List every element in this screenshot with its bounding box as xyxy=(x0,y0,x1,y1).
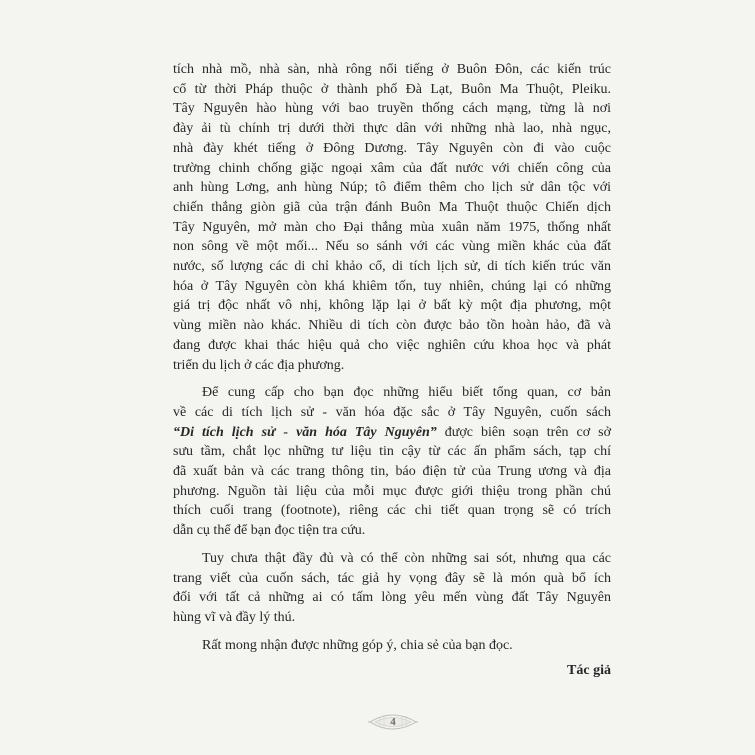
text-line: Để cung cấp cho bạn đọc những hiểu biết tổng quan, cơ bản xyxy=(202,385,611,401)
text-line: Tây Nguyên, mở màn cho Đại thắng mùa xuân năm 1975, thống nhất xyxy=(173,219,611,235)
text-line: về các di tích lịch sử - văn hóa đặc sắc ở Tây Nguyên, cuốn sách xyxy=(173,404,611,420)
text-line: nhà đày khét tiếng ở Đông Dương. Tây Nguyên còn đi vào cuộc xyxy=(173,140,611,156)
text-line: anh hùng Lơng, anh hùng Núp; tô điểm thêm cho lịch sử dân tộc với xyxy=(173,180,611,196)
text-line: thích cuối trang (footnote), riêng các chi tiết quan trọng sẽ có trích xyxy=(173,503,611,519)
text-line: đã xuất bản và các trang thông tin, báo điện tử của Trung ương và địa xyxy=(173,464,611,480)
paragraph xyxy=(173,636,611,656)
text-line: Tây Nguyên hào hùng với bao truyền thống cách mạng, từng là nơi xyxy=(173,101,611,117)
text-line: triển du lịch ở các địa phương. xyxy=(173,357,345,373)
text-line: chiến thắng giòn giã của trận đánh Buôn Ma Thuột thuộc Chiến dịch xyxy=(173,199,611,215)
author-signature: Tác giả xyxy=(567,663,611,679)
page-number-ornament xyxy=(368,709,418,735)
text-line: hóa ở Tây Nguyên còn khá khiêm tốn, tuy nhiên, chúng lại có những xyxy=(173,278,611,294)
text-line: vùng miền nào khác. Nhiều di tích còn được bảo tồn hoàn hảo, đã và xyxy=(173,318,611,334)
text-line: trang viết của cuốn sách, tác giả hy vọng đây sẽ là món quà bổ ích xyxy=(173,570,611,586)
text-line: giá trị độc nhất vô nhị, không lặp lại ở bất kỳ một địa phương, một xyxy=(173,298,611,314)
body-text xyxy=(173,60,611,681)
text-line: phương. Nguồn tài liệu của mỗi mục được giới thiệu trong phần chú xyxy=(173,483,611,499)
text-line: dẫn cụ thể để bạn đọc tiện tra cứu. xyxy=(173,523,366,539)
paragraph xyxy=(173,549,611,628)
text-line: Rất mong nhận được những góp ý, chia sẻ của bạn đọc. xyxy=(202,637,513,653)
text-line: non sông về một mối... Nếu so sánh với các vùng miền khác của đất xyxy=(173,239,611,255)
paragraph xyxy=(173,60,611,375)
book-title-emphasis: “Di tích lịch sử - văn hóa Tây Nguyên” xyxy=(173,424,437,440)
text-line: đày ải tù chính trị dưới thời thực dân với những nhà lao, nhà ngục, xyxy=(173,121,611,137)
paragraph xyxy=(173,383,611,541)
text-line: tích nhà mồ, nhà sàn, nhà rông nổi tiếng ở Buôn Đôn, các kiến trúc xyxy=(173,62,611,77)
text-line: hùng vĩ và đầy lý thú. xyxy=(173,609,296,625)
text-line: Tuy chưa thật đầy đủ và có thể còn những sai sót, nhưng qua các xyxy=(202,550,611,566)
text-segment: được biên soạn trên cơ sở xyxy=(444,424,612,440)
text-line: cổ từ thời Pháp thuộc ở thành phố Đà Lạt, Buôn Ma Thuột, Pleiku. xyxy=(173,81,611,97)
text-line: nước, số lượng các di chỉ khảo cổ, di tích lịch sử, di tích kiến trúc văn xyxy=(173,259,611,275)
text-line: sưu tầm, chắt lọc những tư liệu tin cậy từ các ấn phẩm sách, tạp chí xyxy=(173,444,611,460)
page-number: 4 xyxy=(390,716,396,728)
text-line xyxy=(173,423,611,443)
text-line: đối với tất cả những ai có tấm lòng yêu mến vùng đất Tây Nguyên xyxy=(173,590,611,606)
text-line: đang được khai thác hiệu quả cho việc nghiên cứu khoa học và phát xyxy=(173,337,611,353)
text-line: trường chinh chống giặc ngoại xâm của đất nước với chiến công của xyxy=(173,160,611,176)
